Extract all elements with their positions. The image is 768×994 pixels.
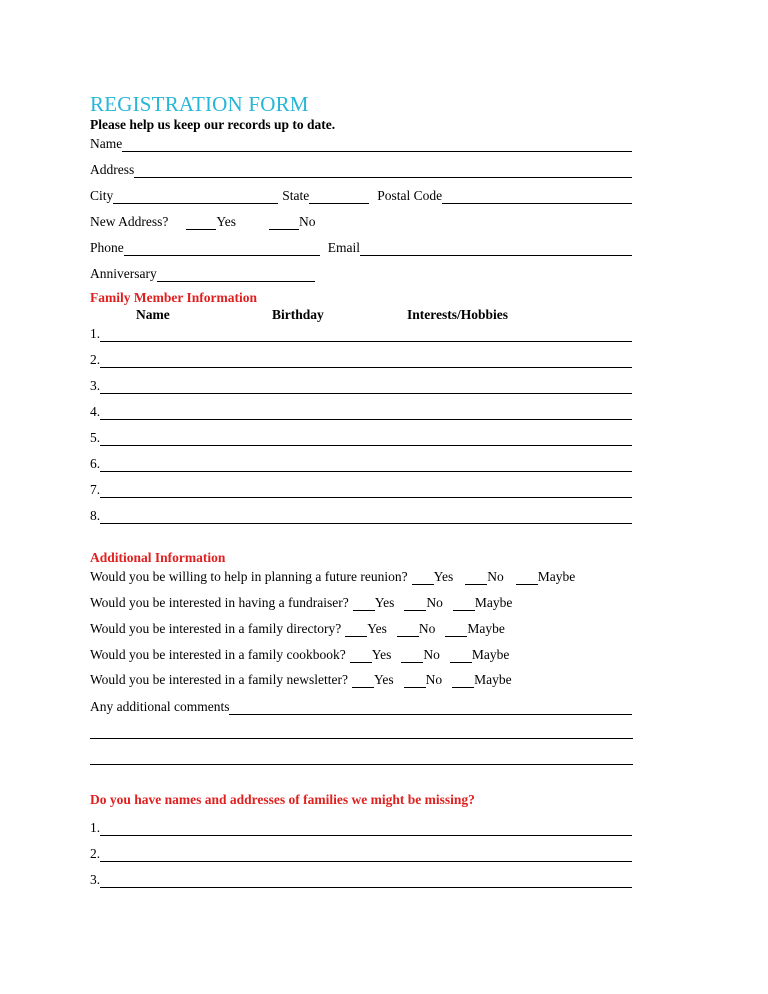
yes-label: Yes bbox=[374, 595, 395, 610]
comments-row bbox=[90, 697, 632, 715]
family-column-name: Name bbox=[136, 307, 170, 322]
family-row-number: 6. bbox=[90, 456, 101, 471]
family-row bbox=[90, 454, 632, 472]
address-field[interactable] bbox=[134, 162, 632, 178]
maybe-blank[interactable] bbox=[445, 621, 467, 637]
no-label: No bbox=[487, 569, 504, 584]
maybe-blank[interactable] bbox=[453, 595, 475, 611]
comments-line[interactable] bbox=[90, 764, 633, 765]
missing-section-heading: Do you have names and addresses of families we might be missing? bbox=[90, 792, 475, 807]
city-label: City bbox=[90, 188, 114, 203]
comments-field[interactable] bbox=[229, 699, 632, 715]
new-address-row bbox=[90, 212, 632, 230]
family-row-field[interactable] bbox=[100, 378, 632, 394]
maybe-label: Maybe bbox=[537, 569, 576, 584]
question-text: Would you be interested in a family cookbook? bbox=[90, 647, 346, 662]
no-label: No bbox=[426, 595, 443, 610]
yes-blank[interactable] bbox=[353, 595, 375, 611]
family-row-field[interactable] bbox=[100, 352, 632, 368]
missing-row bbox=[90, 870, 632, 888]
city-field[interactable] bbox=[113, 188, 278, 204]
family-row bbox=[90, 324, 632, 342]
yes-blank[interactable] bbox=[345, 621, 367, 637]
family-row bbox=[90, 402, 632, 420]
family-row-number: 7. bbox=[90, 482, 101, 497]
yes-label: Yes bbox=[367, 621, 387, 636]
form-title: REGISTRATION FORM bbox=[90, 92, 309, 116]
yes-blank[interactable] bbox=[352, 672, 374, 688]
no-blank[interactable] bbox=[401, 647, 423, 663]
family-row bbox=[90, 350, 632, 368]
family-column-interests: Interests/Hobbies bbox=[407, 307, 509, 322]
anniversary-field[interactable] bbox=[157, 266, 315, 282]
new-address-label: New Address? bbox=[90, 214, 169, 229]
family-row bbox=[90, 428, 632, 446]
family-row-number: 1. bbox=[90, 326, 101, 341]
question-text: Would you be interested in having a fundraiser? bbox=[90, 595, 349, 610]
missing-row-field[interactable] bbox=[100, 872, 632, 888]
family-row-number: 2. bbox=[90, 352, 101, 367]
family-row bbox=[90, 506, 632, 524]
city-state-postal-row bbox=[90, 186, 632, 204]
family-column-birthday: Birthday bbox=[272, 307, 324, 322]
no-blank[interactable] bbox=[397, 621, 419, 637]
maybe-blank[interactable] bbox=[450, 647, 472, 663]
maybe-blank[interactable] bbox=[516, 569, 538, 585]
family-row-field[interactable] bbox=[100, 482, 632, 498]
new-address-yes-blank[interactable] bbox=[186, 214, 216, 230]
maybe-label: Maybe bbox=[467, 621, 505, 636]
missing-row-field[interactable] bbox=[100, 846, 632, 862]
new-address-yes-label: Yes bbox=[216, 214, 237, 229]
phone-field[interactable] bbox=[124, 240, 320, 256]
email-label: Email bbox=[327, 240, 360, 255]
family-row-number: 4. bbox=[90, 404, 101, 419]
anniversary-row bbox=[90, 264, 632, 282]
yes-label: Yes bbox=[371, 647, 392, 662]
family-row-number: 8. bbox=[90, 508, 101, 523]
family-row-field[interactable] bbox=[100, 404, 632, 420]
family-row bbox=[90, 376, 632, 394]
maybe-label: Maybe bbox=[471, 647, 510, 662]
question-text: Would you be interested in a family directory? bbox=[90, 621, 342, 636]
maybe-label: Maybe bbox=[474, 672, 512, 687]
family-row-field[interactable] bbox=[100, 430, 632, 446]
no-blank[interactable] bbox=[465, 569, 487, 585]
family-section-heading: Family Member Information bbox=[90, 290, 257, 305]
comments-line[interactable] bbox=[90, 738, 633, 739]
anniversary-label: Anniversary bbox=[90, 266, 157, 281]
family-row-field[interactable] bbox=[100, 456, 632, 472]
missing-row-number: 2. bbox=[90, 846, 101, 861]
postal-code-label: Postal Code bbox=[377, 188, 443, 203]
question-row bbox=[90, 619, 632, 637]
name-row bbox=[90, 134, 632, 152]
maybe-blank[interactable] bbox=[452, 672, 474, 688]
name-field[interactable] bbox=[122, 136, 632, 152]
family-row-number: 3. bbox=[90, 378, 101, 393]
question-text: Would you be interested in a family newsletter? bbox=[90, 672, 348, 687]
no-label: No bbox=[425, 672, 443, 687]
missing-row-field[interactable] bbox=[100, 820, 632, 836]
state-label: State bbox=[282, 188, 310, 203]
email-field[interactable] bbox=[360, 240, 632, 256]
question-row bbox=[90, 645, 632, 663]
missing-row bbox=[90, 818, 632, 836]
maybe-label: Maybe bbox=[474, 595, 513, 610]
no-label: No bbox=[423, 647, 440, 662]
name-label: Name bbox=[90, 136, 123, 151]
yes-label: Yes bbox=[373, 672, 394, 687]
yes-label: Yes bbox=[433, 569, 454, 584]
no-blank[interactable] bbox=[404, 595, 426, 611]
postal-code-field[interactable] bbox=[442, 188, 632, 204]
yes-blank[interactable] bbox=[350, 647, 372, 663]
question-row bbox=[90, 593, 632, 611]
new-address-no-blank[interactable] bbox=[269, 214, 299, 230]
no-blank[interactable] bbox=[404, 672, 426, 688]
missing-row-number: 1. bbox=[90, 820, 101, 835]
phone-email-row bbox=[90, 238, 632, 256]
additional-section-heading: Additional Information bbox=[90, 550, 226, 565]
comments-label: Any additional comments bbox=[90, 699, 230, 714]
question-row bbox=[90, 567, 632, 585]
family-row-number: 5. bbox=[90, 430, 101, 445]
address-label: Address bbox=[90, 162, 135, 177]
family-row bbox=[90, 480, 632, 498]
phone-label: Phone bbox=[90, 240, 124, 255]
question-text: Would you be willing to help in planning a future reunion? bbox=[90, 569, 408, 584]
missing-row-number: 3. bbox=[90, 872, 101, 887]
state-field[interactable] bbox=[309, 188, 369, 204]
form-subtitle: Please help us keep our records up to date. bbox=[90, 117, 336, 132]
no-label: No bbox=[418, 621, 436, 636]
question-row bbox=[90, 670, 632, 688]
missing-row bbox=[90, 844, 632, 862]
new-address-no-label: No bbox=[299, 214, 316, 229]
address-row bbox=[90, 160, 632, 178]
family-row-field[interactable] bbox=[100, 326, 632, 342]
yes-blank[interactable] bbox=[412, 569, 434, 585]
family-row-field[interactable] bbox=[100, 508, 632, 524]
